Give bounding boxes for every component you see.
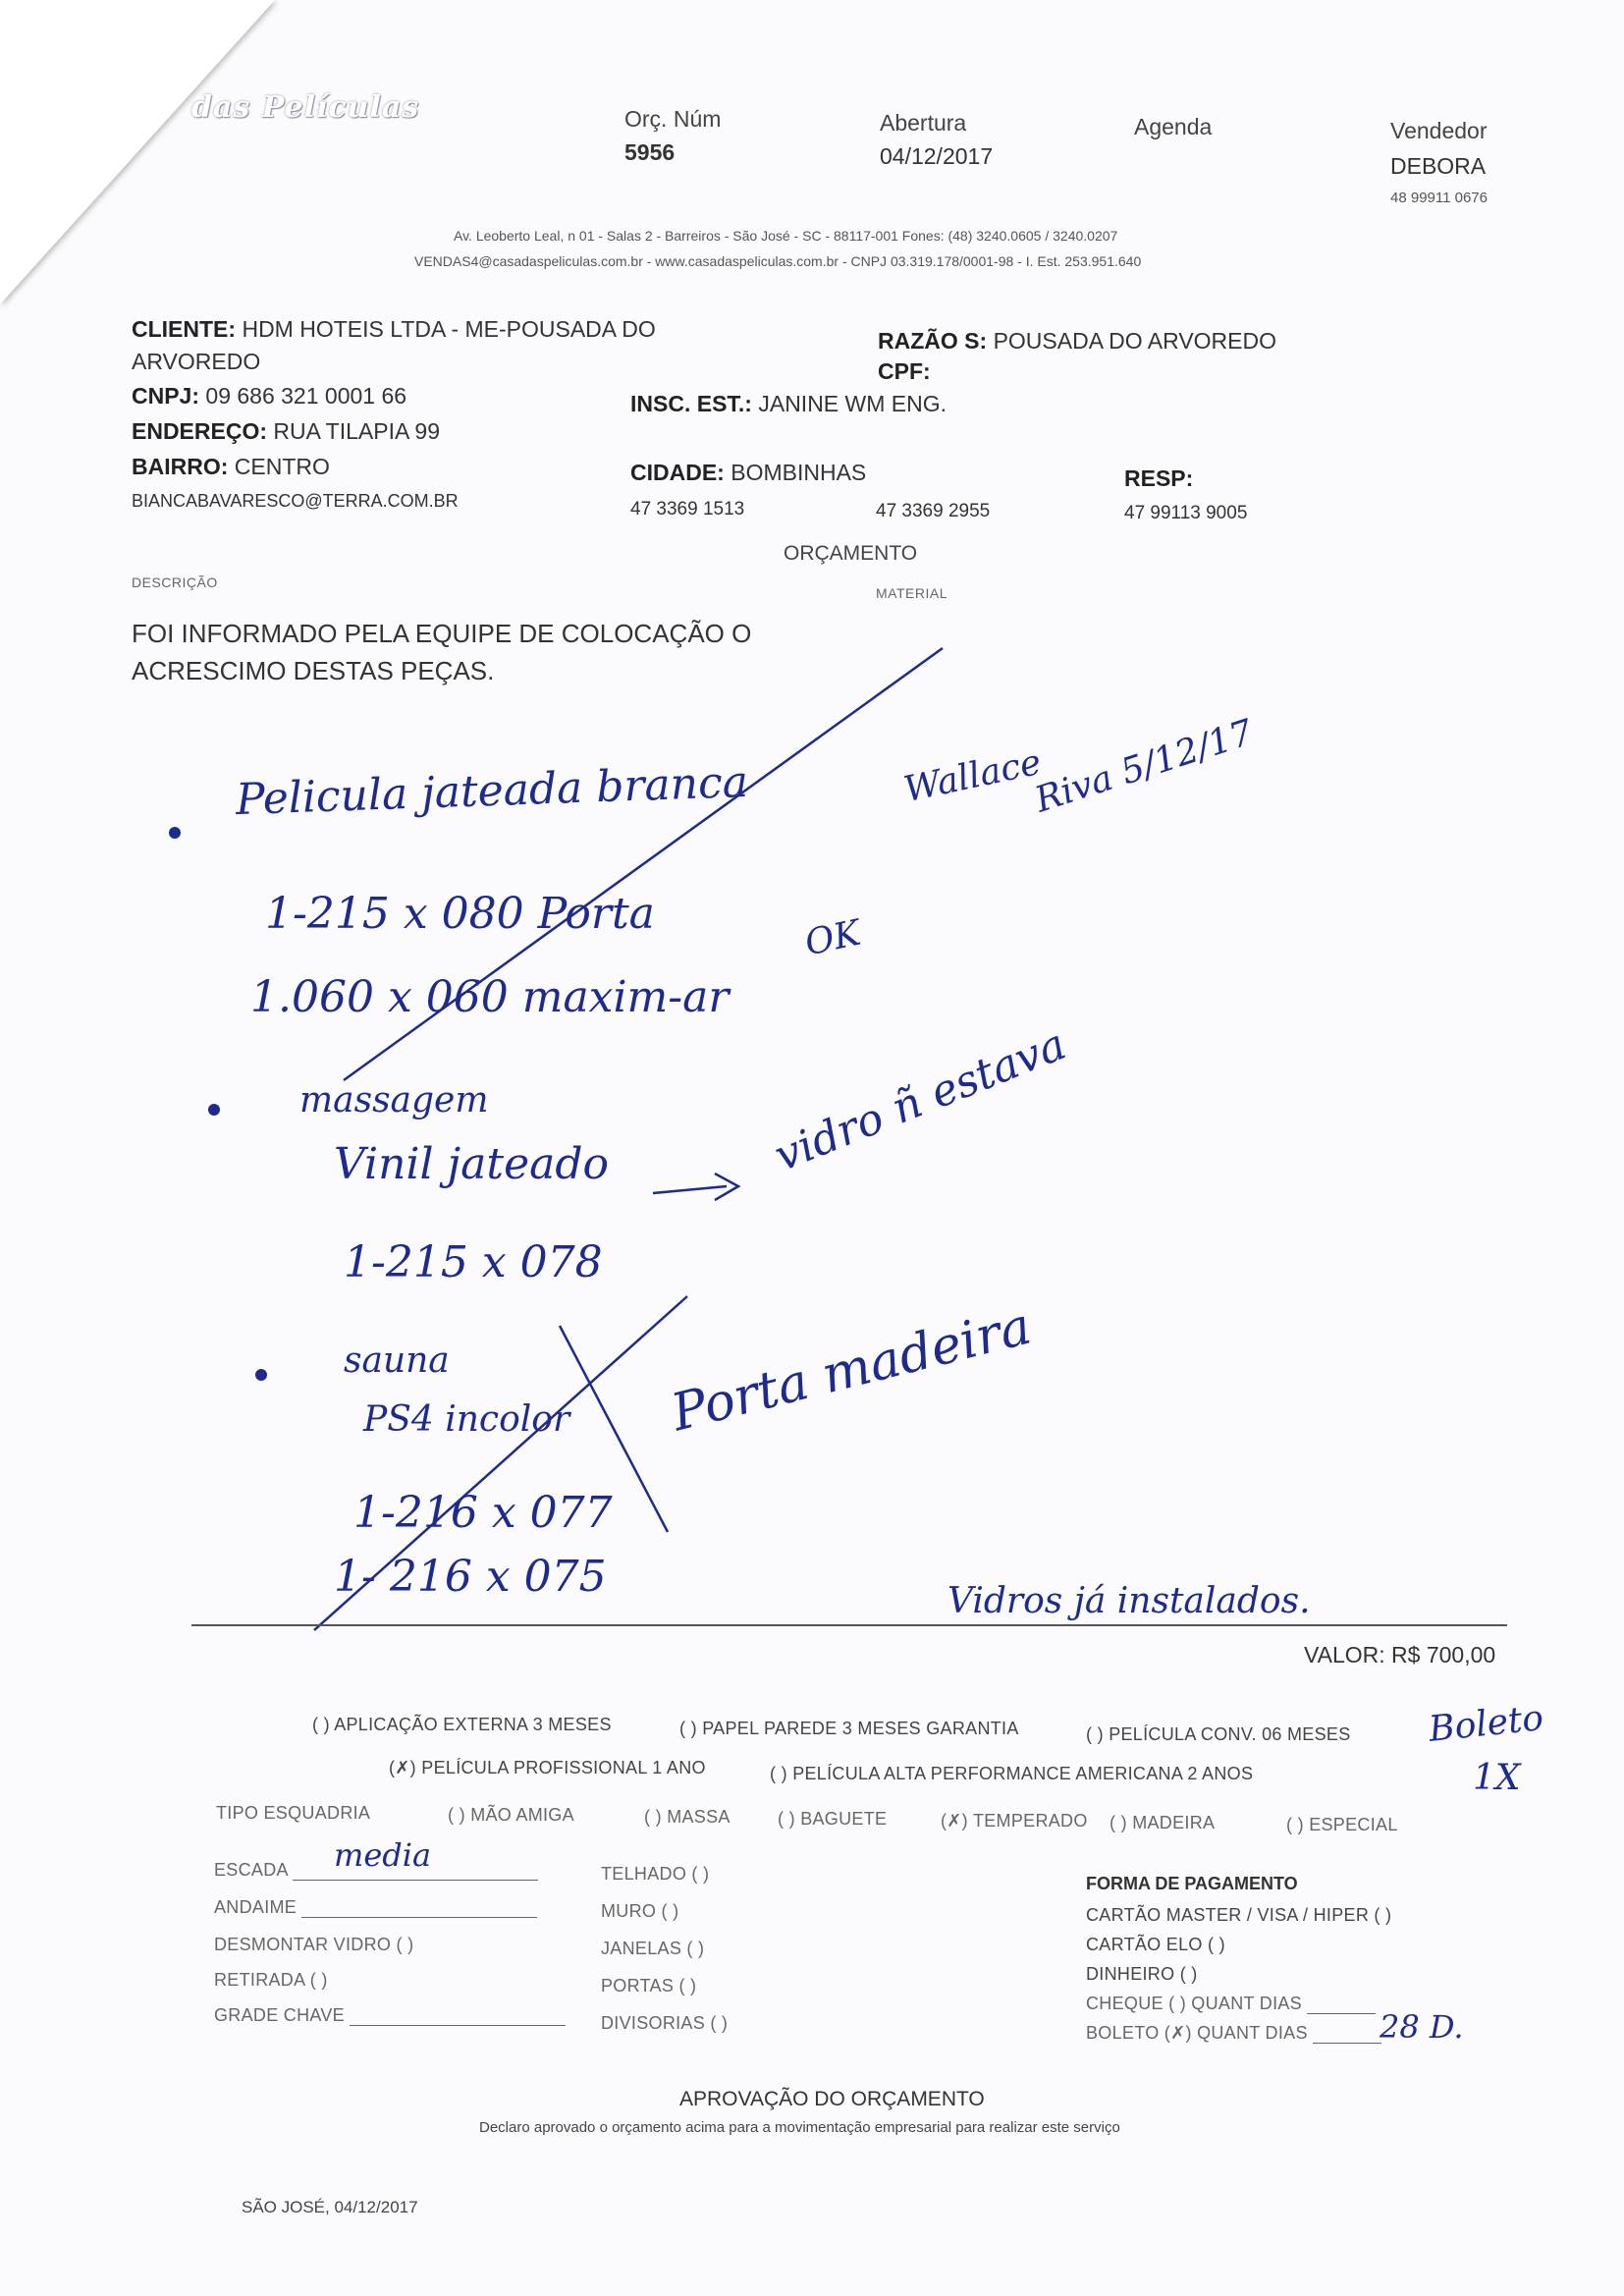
address-line2: VENDAS4@casadaspeliculas.com.br - www.casadaspeliculas.com.br - CNPJ 03.319.178/0001-98 - I. Est. 253.951.640: [414, 253, 1142, 269]
hand-line3: 1.060 x 060 maxim-ar: [250, 972, 730, 1022]
material-label: MATERIAL: [876, 585, 947, 601]
hand-line9: 1-216 x 077: [353, 1488, 613, 1538]
hand-line11: Vidros já instalados.: [947, 1581, 1311, 1621]
tipo-esquadria-label: TIPO ESQUADRIA: [216, 1803, 371, 1823]
hand-line1: Pelicula jateada branca: [235, 756, 749, 826]
pay-cheque[interactable]: CHEQUE ( ) QUANT DIAS: [1086, 1994, 1376, 2014]
vendedor-value: DEBORA: [1390, 153, 1487, 179]
opt-especial[interactable]: ( ) ESPECIAL: [1286, 1815, 1398, 1834]
hand-line4: massagem: [299, 1080, 489, 1121]
desc-line2: ACRESCIMO DESTAS PEÇAS.: [132, 656, 495, 685]
abertura-value: 04/12/2017: [880, 143, 994, 169]
company-logo: das Películas: [191, 90, 420, 125]
orc-value: 5956: [624, 139, 676, 165]
opt-baguete[interactable]: ( ) BAGUETE: [778, 1809, 888, 1829]
portas-field[interactable]: PORTAS ( ): [601, 1976, 697, 1995]
orcamento-label: ORÇAMENTO: [784, 542, 918, 565]
cliente-field: CLIENTE: HDM HOTEIS LTDA - ME-POUSADA DO: [132, 316, 656, 342]
divider: [191, 1624, 1507, 1626]
grade-chave-field: GRADE CHAVE: [214, 2005, 566, 2026]
hand-line2: 1-215 x 080 Porta: [265, 889, 655, 939]
opt-madeira[interactable]: ( ) MADEIRA: [1110, 1813, 1216, 1832]
aprovacao-title: APROVAÇÃO DO ORÇAMENTO: [679, 2088, 985, 2110]
valor: VALOR: R$ 700,00: [1304, 1642, 1496, 1667]
pay-boleto[interactable]: BOLETO (✗) QUANT DIAS: [1086, 2023, 1381, 2044]
hand-ok: OK: [801, 912, 865, 964]
hand-line8: PS4 incolor: [363, 1399, 570, 1440]
phone1: 47 3369 1513: [630, 499, 745, 519]
vendedor-phone: 48 99911 0676: [1390, 190, 1488, 206]
hand-line6: 1-215 x 078: [344, 1237, 603, 1287]
descricao-label: DESCRIÇÃO: [132, 574, 218, 590]
phone3: 47 99113 9005: [1124, 503, 1248, 523]
pay-cartao-elo[interactable]: CARTÃO ELO ( ): [1086, 1935, 1225, 1954]
opt-mao-amiga[interactable]: ( ) MÃO AMIGA: [448, 1805, 574, 1825]
hand-dias: 28 D.: [1380, 2008, 1464, 2046]
cnpj-field: CNPJ: 09 686 321 0001 66: [132, 383, 407, 409]
razao-field: RAZÃO S: POUSADA DO ARVOREDO: [878, 328, 1276, 354]
opt-temperado[interactable]: (✗) TEMPERADO: [941, 1811, 1088, 1831]
vendedor-label: Vendedor: [1390, 118, 1488, 143]
declaro-text: Declaro aprovado o orçamento acima para a movimentação empresarial para realizar este serviço: [479, 2119, 1120, 2136]
phone2: 47 3369 2955: [876, 501, 991, 521]
retirada-field[interactable]: RETIRADA ( ): [214, 1970, 328, 1990]
hand-boleto: Boleto: [1427, 1697, 1545, 1751]
hand-line5: Vinil jateado: [334, 1139, 610, 1189]
opt-massa[interactable]: ( ) MASSA: [644, 1807, 731, 1827]
pay-cartao-master[interactable]: CARTÃO MASTER / VISA / HIPER ( ): [1086, 1905, 1392, 1925]
resp-field: RESP:: [1124, 465, 1194, 491]
bairro-field: BAIRRO: CENTRO: [132, 454, 330, 479]
andaime-field: ANDAIME: [214, 1897, 537, 1918]
muro-field[interactable]: MURO ( ): [601, 1901, 679, 1921]
desmontar-field[interactable]: DESMONTAR VIDRO ( ): [214, 1935, 414, 1954]
opt-aplicacao-externa[interactable]: ( ) APLICAÇÃO EXTERNA 3 MESES: [312, 1715, 612, 1734]
agenda-label: Agenda: [1134, 114, 1213, 139]
abertura-label: Abertura: [880, 110, 967, 136]
endereco-field: ENDEREÇO: RUA TILAPIA 99: [132, 418, 441, 444]
opt-pelicula-conv[interactable]: ( ) PELÍCULA CONV. 06 MESES: [1086, 1724, 1351, 1744]
opt-pelicula-profissional[interactable]: (✗) PELÍCULA PROFISSIONAL 1 ANO: [389, 1758, 706, 1777]
hand-note-wallace: Wallace: [900, 741, 1046, 811]
cliente-field-cont: ARVOREDO: [132, 349, 261, 374]
cidade-field: CIDADE: BOMBINHAS: [630, 460, 867, 485]
local-data: SÃO JOSÉ, 04/12/2017: [242, 2198, 418, 2216]
escada-field: ESCADA: [214, 1860, 538, 1881]
desc-line1: FOI INFORMADO PELA EQUIPE DE COLOCAÇÃO O: [132, 619, 752, 648]
pay-dinheiro[interactable]: DINHEIRO ( ): [1086, 1964, 1198, 1984]
hand-boleto-x: 1X: [1473, 1758, 1521, 1798]
divisorias-field[interactable]: DIVISORIAS ( ): [601, 2013, 729, 2033]
hand-escada: media: [334, 1836, 432, 1874]
email-field: BIANCABAVARESCO@TERRA.COM.BR: [132, 491, 459, 511]
hand-note-riva: Riva 5/12/17: [1030, 712, 1259, 821]
hand-note-vidro: vidro ñ estava: [767, 1018, 1073, 1182]
opt-papel-parede[interactable]: ( ) PAPEL PAREDE 3 MESES GARANTIA: [679, 1719, 1019, 1738]
hand-note-porta: Porta madeira: [666, 1296, 1038, 1444]
address-line1: Av. Leoberto Leal, n 01 - Salas 2 - Barreiros - São José - SC - 88117-001 Fones: (48) 3240.0605 / 3240.0207: [454, 228, 1118, 244]
hand-line7: sauna: [344, 1340, 450, 1381]
opt-pelicula-alta[interactable]: ( ) PELÍCULA ALTA PERFORMANCE AMERICANA 2 ANOS: [770, 1764, 1254, 1783]
forma-pagamento-title: FORMA DE PAGAMENTO: [1086, 1874, 1298, 1893]
telhado-field[interactable]: TELHADO ( ): [601, 1864, 710, 1884]
orc-label: Orç. Núm: [624, 106, 722, 132]
janelas-field[interactable]: JANELAS ( ): [601, 1939, 705, 1958]
hand-line10: 1- 216 x 075: [334, 1552, 607, 1602]
cpf-field: CPF:: [878, 358, 931, 384]
insc-field: INSC. EST.: JANINE WM ENG.: [630, 391, 947, 416]
